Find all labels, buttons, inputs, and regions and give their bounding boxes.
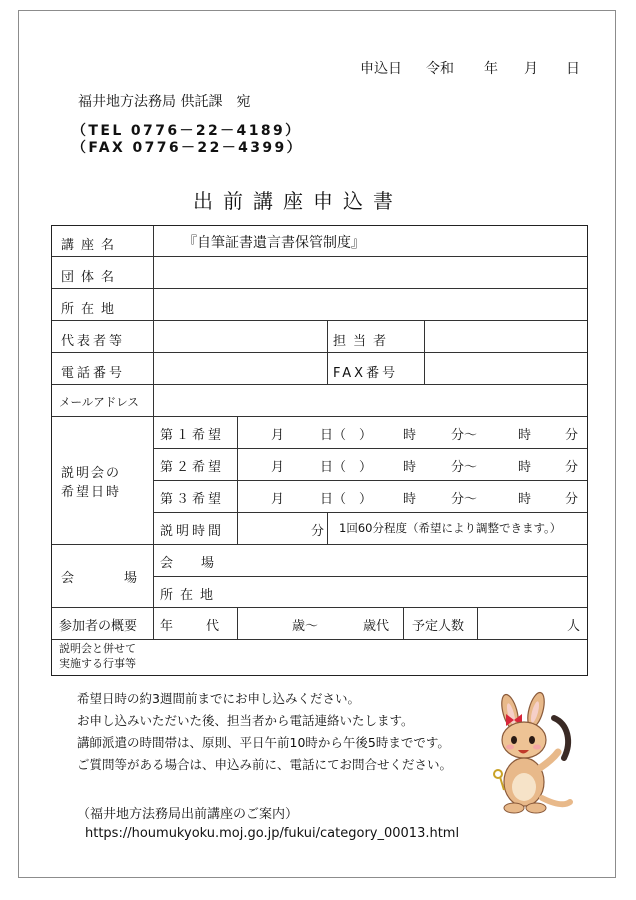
duration-label: 説明時間: [160, 524, 225, 539]
location-field[interactable]: [155, 290, 585, 319]
venue-address-field[interactable]: [239, 578, 585, 606]
age-label: 年代: [160, 619, 253, 634]
guide-title: （福井地方法務局出前講座のご案内）: [77, 807, 299, 822]
other-events-label: 説明会と併せて 実施する行事等: [59, 642, 136, 670]
addressee: 福井地方法務局 供託課 宛: [78, 94, 251, 110]
note-item: お申し込みいただいた後、担当者から電話連絡いたします。: [77, 713, 414, 728]
venue-address-label: 所在地: [160, 588, 221, 603]
age-from: 歳～: [292, 619, 319, 634]
organization-label: 団体名: [61, 270, 122, 285]
fax-number: （FAX 0776－22－4399）: [72, 140, 304, 156]
guide-url[interactable]: https://houmukyoku.moj.go.jp/fukui/category_00013.html: [85, 826, 460, 841]
venue-name-label: 会場: [160, 556, 243, 571]
representative-field[interactable]: [155, 322, 325, 351]
schedule-label: 説明会の 希望日時: [61, 466, 122, 500]
expected-label: 予定人数: [412, 619, 465, 634]
duration-unit: 分: [311, 524, 325, 539]
note-item: ご質問等がある場合は、申込み前に、電話にてお問合せください。: [77, 757, 453, 772]
venue-label: 会場: [61, 571, 188, 586]
representative-label: 代表者等: [61, 334, 126, 349]
location-label: 所在地: [61, 302, 122, 317]
venue-name-field[interactable]: [239, 546, 585, 575]
tel-number: （TEL 0776－22－4189）: [72, 123, 302, 139]
expected-unit: 人: [567, 619, 581, 634]
note-item: 講師派遣の時間帯は、原則、平日午前10時から午後5時までです。: [77, 735, 450, 750]
kangaroo-mascot-icon: [480, 690, 575, 820]
note-item: 希望日時の約3週間前までにお申し込みください。: [77, 691, 360, 706]
other-events-field[interactable]: [155, 641, 585, 673]
phone-field[interactable]: [155, 354, 325, 383]
apply-date: 申込日 令和 年 月 日: [360, 61, 580, 77]
page-title: 出前講座申込書: [193, 189, 403, 213]
duration-note: 1回60分程度（希望により調整できます。）: [339, 521, 562, 535]
email-label: メールアドレス: [59, 395, 139, 409]
participants-label: 参加者の概要: [59, 619, 138, 634]
email-field[interactable]: [155, 386, 585, 415]
phone-label: 電話番号: [61, 366, 126, 381]
organization-field[interactable]: [155, 258, 585, 287]
fax-field[interactable]: [426, 354, 585, 383]
age-to: 歳代: [363, 619, 390, 634]
notes: [77, 688, 452, 776]
fax-label: FAX番号: [333, 366, 399, 381]
staff-field[interactable]: [426, 322, 585, 351]
application-form: 講座名 『自筆証書遺言書保管制度』 団体名 所在地 代表者等 担当者 電話番号 FAX番号 メールアドレス 説明会の 希望日時 第１希望 月 日（ ） 時 分～ 時 分 第２希望 月 日（ ） 時 分～ 時 分 第３希望 月 日（ ） 時 分～ 時 分 説明時間 分 1回60分程度（希望により調整できます。） 会場 会場 所在地 参加者の概要 年代 歳～ 歳代 予定人数 人 説明会と併せて 実施する行事等: [51, 225, 588, 676]
pref-3-label: 第３希望: [160, 492, 225, 507]
staff-label: 担当者: [333, 334, 394, 349]
course-label: 講座名: [61, 238, 122, 253]
pref-2-label: 第２希望: [160, 460, 225, 475]
course-value: 『自筆証書遺言書保管制度』: [183, 235, 365, 251]
pref-1-label: 第１希望: [160, 428, 225, 443]
